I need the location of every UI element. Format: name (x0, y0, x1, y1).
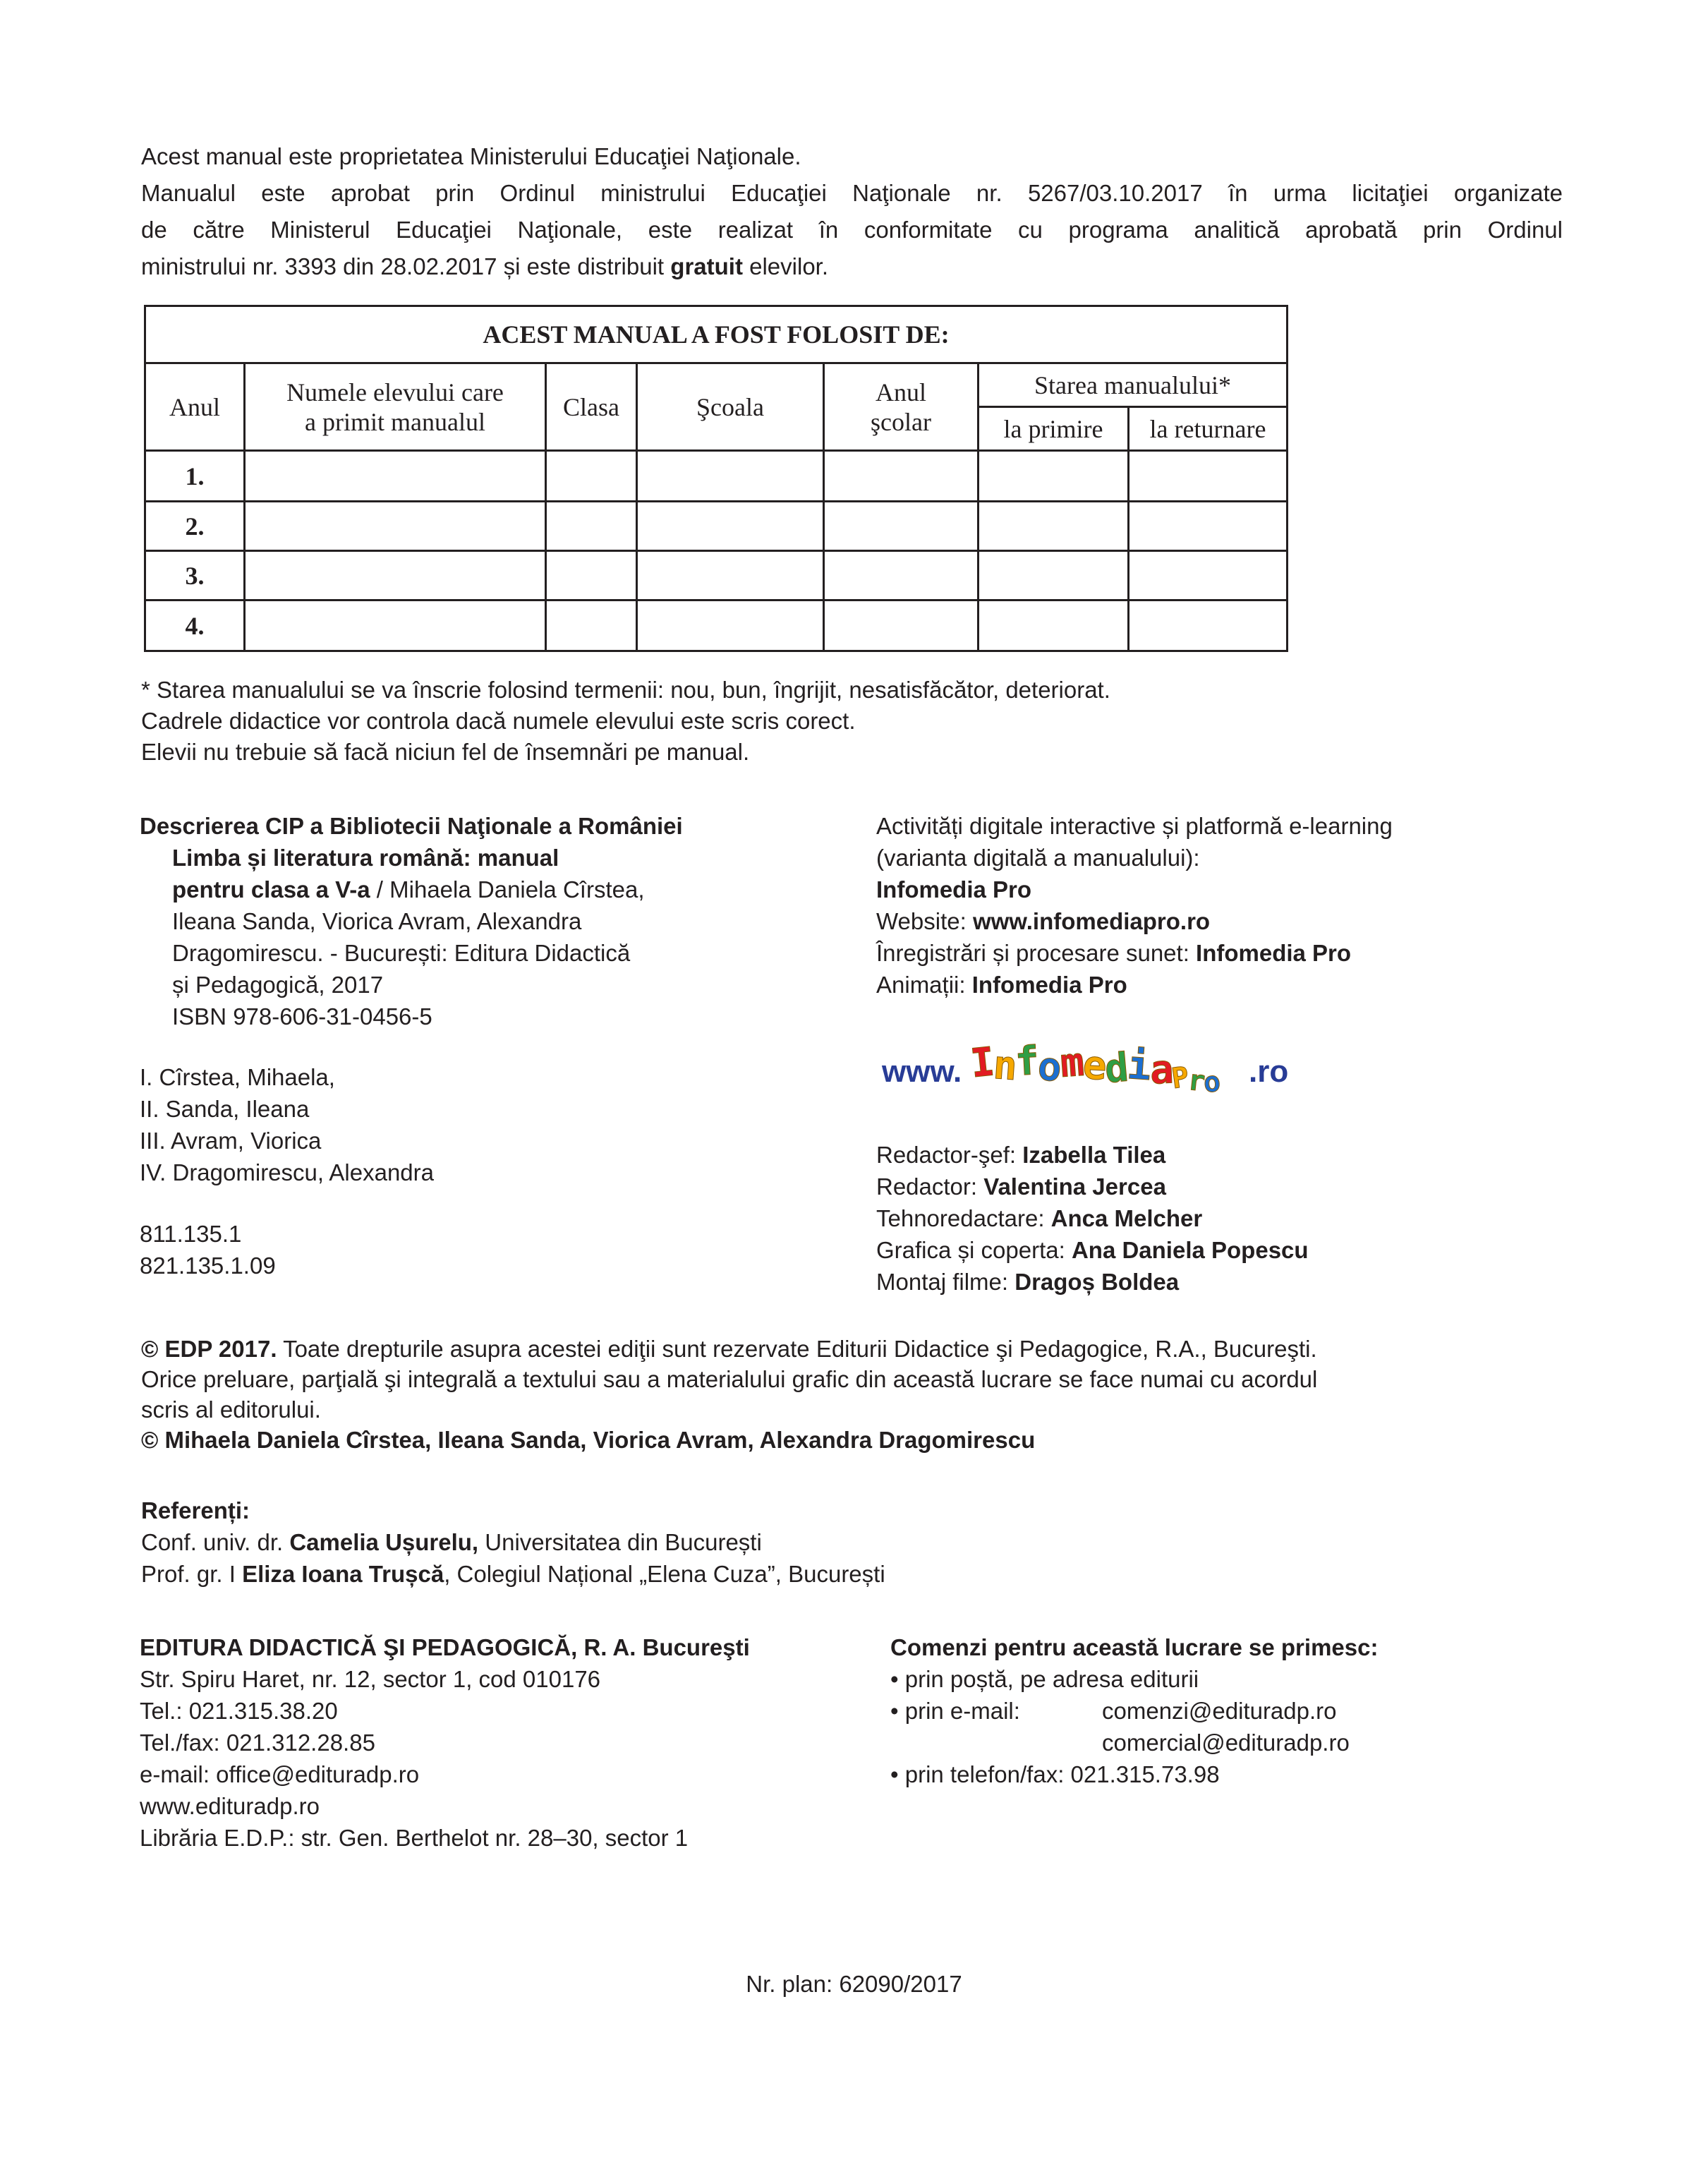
col-la-primire: la primire (979, 407, 1129, 451)
referent-title: Conf. univ. dr. (141, 1529, 290, 1555)
cell-empty (245, 451, 546, 502)
orders-post: • prin poștă, pe adresa editurii (890, 1666, 1199, 1692)
col-anul-scolar-line: Anul (876, 378, 926, 406)
orders-email-1[interactable]: comenzi@edituradp.ro (1102, 1698, 1337, 1724)
cip-description (140, 810, 831, 1032)
logo-letter: r (1186, 1063, 1205, 1099)
animation-value: Infomedia Pro (971, 972, 1127, 998)
orders-email-row (890, 1727, 1378, 1758)
copyright-text: Toate drepturile asupra acestei ediţii sunt rezervate Editurii Didactice şi Pedagogice, R.A., Bucureşti. (277, 1336, 1317, 1362)
col-scoala: Şcoala (637, 363, 824, 451)
logo-letter: n (991, 1042, 1017, 1090)
logo-brand (968, 1038, 1221, 1099)
cell-empty (824, 551, 979, 600)
row-number: 2. (145, 502, 245, 551)
logo-letter: i (1125, 1042, 1151, 1090)
publisher-name: EDITURA DIDACTICĂ ŞI PEDAGOGICĂ, R. A. Bucureşti (140, 1634, 750, 1660)
orders-heading: Comenzi pentru această lucrare se primesc: (890, 1634, 1379, 1660)
publisher-address: Str. Spiru Haret, nr. 12, sector 1, cod 010176 (140, 1666, 601, 1692)
credit-value: Anca Melcher (1050, 1205, 1203, 1231)
note-line: Elevii nu trebuie să facă niciun fel de însemnări pe manual. (141, 739, 750, 765)
publisher-info (140, 1631, 750, 1854)
animation-label: Animații: (876, 972, 972, 998)
col-la-returnare: la returnare (1129, 407, 1288, 451)
cell-empty (546, 502, 637, 551)
copyright-text: Orice preluare, parţială şi integrală a textului sau a materialului grafic din această lucrare se face numai cu acordul (141, 1366, 1318, 1392)
credit-label: Montaj filme: (876, 1269, 1015, 1295)
cell-empty (979, 551, 1129, 600)
referent-institution: Universitatea din București (478, 1529, 762, 1555)
referent-name: Eliza Ioana Trușcă (242, 1561, 444, 1587)
cip-title: Limba și literatura română: manual (172, 845, 559, 871)
orders-email-2[interactable]: comercial@edituradp.ro (1102, 1730, 1350, 1756)
orders-email-label: • prin e-mail: (890, 1698, 1020, 1724)
copyright-text: scris al editorului. (141, 1396, 321, 1423)
orders-email-row (890, 1695, 1378, 1727)
intro-bold: gratuit (670, 253, 743, 279)
cell-empty (1129, 600, 1288, 651)
publisher-bookstore: Librăria E.D.P.: str. Gen. Berthelot nr. 28–30, sector 1 (140, 1825, 689, 1851)
publisher-website[interactable]: www.edituradp.ro (140, 1793, 320, 1819)
cell-empty (1129, 551, 1288, 600)
credit-value: Dragoș Boldea (1014, 1269, 1180, 1295)
table-row (145, 451, 1288, 502)
cell-empty (245, 551, 546, 600)
cip-heading: Descrierea CIP a Bibliotecii Naţionale a României (140, 813, 683, 839)
cell-empty (546, 551, 637, 600)
logo-letter: e (1081, 1042, 1106, 1089)
intro-line (141, 248, 1563, 285)
intro-statement (141, 138, 1563, 285)
sound-label: Înregistrări și procesare sunet: (876, 940, 1197, 966)
row-number: 4. (145, 600, 245, 651)
cell-empty (979, 502, 1129, 551)
cell-empty (979, 600, 1129, 651)
referenti (141, 1495, 885, 1590)
table-row (145, 502, 1288, 551)
cip-codes (140, 1218, 276, 1281)
col-numele (245, 363, 546, 451)
publisher-phone: Tel.: 021.315.38.20 (140, 1698, 338, 1724)
credit-label: Grafica și coperta: (876, 1237, 1072, 1263)
orders-phone: • prin telefon/fax: 021.315.73.98 (890, 1761, 1220, 1787)
referent-institution: , Colegiul Național „Elena Cuza”, București (444, 1561, 885, 1587)
index-item: I. Cîrstea, Mihaela, (140, 1064, 335, 1090)
intro-line: Acest manual este proprietatea Ministerului Educaţiei Naţionale. (141, 143, 801, 169)
logo-www: www. (882, 1054, 962, 1089)
website-label: Website: (876, 908, 973, 934)
credit-label: Redactor: (876, 1173, 984, 1200)
logo-letter: m (1058, 1039, 1084, 1087)
cip-authors: și Pedagogică, 2017 (172, 972, 384, 998)
cell-empty (637, 551, 824, 600)
copyright-notice (141, 1334, 1566, 1455)
logo-letter: P (1170, 1061, 1190, 1096)
digital-company: Infomedia Pro (876, 876, 1032, 903)
plan-number: Nr. plan: 62090/2017 (746, 1971, 962, 1997)
index-item: III. Avram, Viorica (140, 1128, 322, 1154)
referent-row (141, 1526, 885, 1558)
table-row (145, 600, 1288, 651)
logo-domain: .ro (1249, 1054, 1289, 1089)
cell-empty (824, 451, 979, 502)
col-anul-scolar-line: şcolar (871, 407, 931, 436)
note-line: Cadrele didactice vor controla dacă numele elevului este scris corect. (141, 708, 856, 734)
row-number: 1. (145, 451, 245, 502)
table-row (145, 551, 1288, 600)
cip-code: 811.135.1 (140, 1221, 242, 1247)
cip-index (140, 1061, 434, 1188)
index-item: II. Sanda, Ileana (140, 1096, 310, 1122)
cip-isbn: ISBN 978-606-31-0456-5 (172, 1003, 432, 1030)
credit-row (876, 1139, 1309, 1171)
credit-row (876, 1171, 1309, 1202)
usage-table (144, 305, 1288, 652)
col-clasa: Clasa (546, 363, 637, 451)
usage-notes (141, 675, 1482, 768)
orders-email-spacer (890, 1727, 1102, 1758)
credit-label: Tehnoredactare: (876, 1205, 1051, 1231)
publisher-email[interactable]: e-mail: office@edituradp.ro (140, 1761, 420, 1787)
credit-label: Redactor-şef: (876, 1142, 1023, 1168)
col-numele-line: a primit manualul (305, 407, 485, 436)
intro-line: Manualul este aprobat prin Ordinul ministrului Educaţiei Naţionale nr. 5267/03.10.2017 în urma licitaţiei organizate (141, 180, 1563, 206)
cell-empty (1129, 451, 1288, 502)
col-anul: Anul (145, 363, 245, 451)
cell-empty (637, 451, 824, 502)
orders-info (890, 1631, 1378, 1790)
cell-empty (637, 600, 824, 651)
digital-line: (varianta digitală a manualului): (876, 845, 1200, 871)
cell-empty (1129, 502, 1288, 551)
logo-letter: a (1149, 1046, 1173, 1094)
referenti-heading: Referenți: (141, 1497, 250, 1523)
usage-table-title: ACEST MANUAL A FOST FOLOSIT DE: (145, 306, 1288, 363)
credit-row (876, 1234, 1309, 1266)
digital-activities (876, 810, 1582, 1001)
credit-row (876, 1202, 1309, 1234)
cell-empty (824, 600, 979, 651)
cell-empty (979, 451, 1129, 502)
credit-row (876, 1266, 1309, 1298)
intro-text: ministrului nr. 3393 din 28.02.2017 și este distribuit (141, 253, 671, 279)
intro-text: elevilor. (742, 253, 829, 279)
index-item: IV. Dragomirescu, Alexandra (140, 1159, 434, 1185)
logo-letter: o (1202, 1066, 1221, 1099)
infomedia-logo (882, 1036, 1319, 1099)
cip-authors: / Mihaela Daniela Cîrstea, (370, 876, 645, 903)
note-line: * Starea manualului se va înscrie folosind termenii: nou, bun, îngrijit, nesatisfăcător, deteriorat. (141, 677, 1110, 703)
copyright-authors: © Mihaela Daniela Cîrstea, Ileana Sanda, Viorica Avram, Alexandra Dragomirescu (141, 1427, 1036, 1453)
logo-letter: d (1103, 1044, 1129, 1093)
credits (876, 1139, 1309, 1298)
col-starea: Starea manualului* (979, 363, 1288, 407)
credit-value: Izabella Tilea (1022, 1142, 1166, 1168)
col-anul-scolar (824, 363, 979, 451)
referent-name: Camelia Ușurelu, (289, 1529, 479, 1555)
intro-line: de către Ministerul Educaţiei Naţionale, este realizat în conformitate cu programa analitică aprobată prin Ordinul (141, 217, 1563, 243)
cell-empty (245, 502, 546, 551)
credit-value: Valentina Jercea (983, 1173, 1166, 1200)
cell-empty (245, 600, 546, 651)
cip-title: pentru clasa a V-a (172, 876, 370, 903)
publisher-fax: Tel./fax: 021.312.28.85 (140, 1730, 375, 1756)
copyright-edp: © EDP 2017. (141, 1336, 277, 1362)
logo-letter: I (968, 1039, 996, 1087)
col-numele-line: Numele elevului care (286, 378, 504, 406)
cell-empty (637, 502, 824, 551)
referent-title: Prof. gr. I (141, 1561, 243, 1587)
logo-letter: o (1036, 1043, 1062, 1092)
cell-empty (546, 451, 637, 502)
cip-code: 821.135.1.09 (140, 1252, 276, 1279)
website-link[interactable]: www.infomediapro.ro (972, 908, 1211, 934)
row-number: 3. (145, 551, 245, 600)
referent-row (141, 1558, 885, 1590)
logo-letter: f (1014, 1038, 1039, 1085)
cip-authors: Ileana Sanda, Viorica Avram, Alexandra (172, 908, 582, 934)
cell-empty (546, 600, 637, 651)
sound-value: Infomedia Pro (1196, 940, 1352, 966)
credit-value: Ana Daniela Popescu (1071, 1237, 1309, 1263)
digital-line: Activități digitale interactive și platformă e-learning (876, 813, 1393, 839)
cip-authors: Dragomirescu. - București: Editura Didactică (172, 940, 631, 966)
cell-empty (824, 502, 979, 551)
